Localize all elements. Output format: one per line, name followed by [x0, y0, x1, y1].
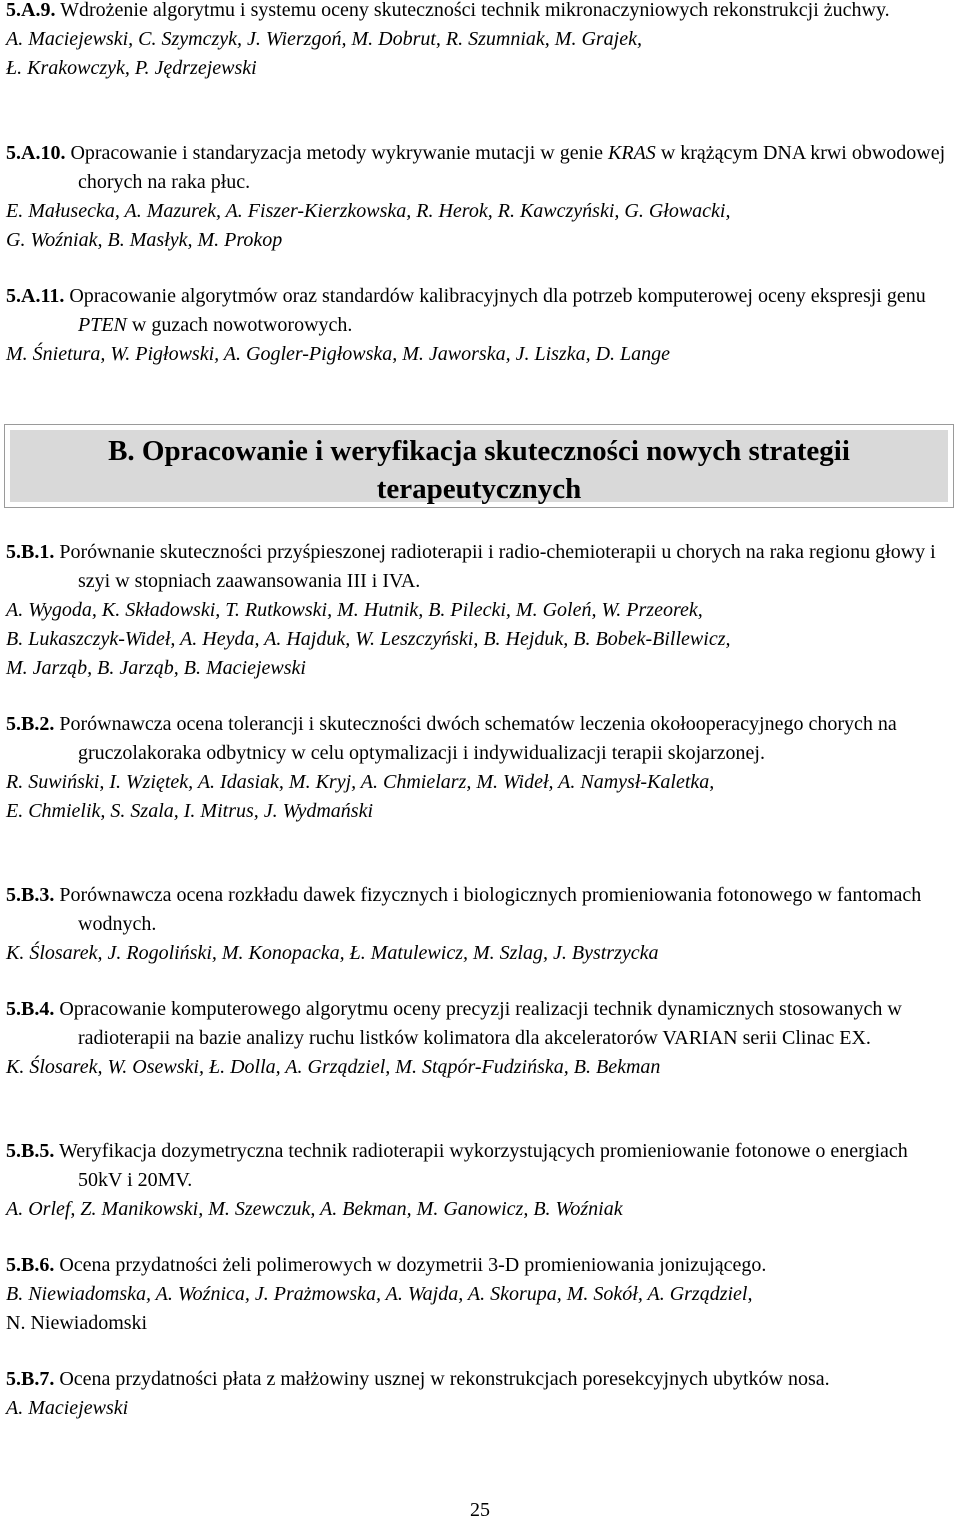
entry-authors: A. Wygoda, K. Składowski, T. Rutkowski, M. Hutnik, B. Pilecki, M. Goleń, W. Przeorek,: [6, 599, 703, 621]
entry-title-text: Ocena przydatności żeli polimerowych w dozymetrii 3-D promieniowania jonizującego.: [54, 1254, 767, 1276]
entry-title: [6, 0, 952, 25]
entry-title: [6, 995, 952, 1053]
entry-title: [6, 139, 952, 197]
entry-5b1: [6, 538, 952, 683]
entry-authors: A. Maciejewski, C. Szymczyk, J. Wierzgoń, M. Dobrut, R. Szumniak, M. Grajek,: [6, 28, 642, 50]
entry-authors: G. Woźniak, B. Masłyk, M. Prokop: [6, 229, 283, 251]
entry-authors: R. Suwiński, I. Wziętek, A. Idasiak, M. Kryj, A. Chmielarz, M. Wideł, A. Namysł-Kaletka,: [6, 771, 715, 793]
entry-5b7: [6, 1365, 952, 1423]
entry-number: 5.B.2.: [6, 713, 55, 735]
entry-title: [6, 1365, 952, 1394]
entry-authors: E. Chmielik, S. Szala, I. Mitrus, J. Wydmański: [6, 800, 374, 822]
entry-authors: A. Orlef, Z. Manikowski, M. Szewczuk, A. Bekman, M. Ganowicz, B. Woźniak: [6, 1198, 623, 1220]
entry-authors: E. Małusecka, A. Mazurek, A. Fiszer-Kierzkowska, R. Herok, R. Kawczyński, G. Głowacki,: [6, 200, 731, 222]
entry-title: [6, 282, 952, 340]
entry-title-text: Opracowanie komputerowego algorytmu oceny precyzji realizacji technik dynamicznych stosowanych w radioterapii na bazie analizy ruchu listków kolimatora dla akceleratorów VARIAN serii Clinac EX.: [54, 998, 902, 1049]
entry-title-text: Opracowanie i standaryzacja metody wykrywanie mutacji w genie: [65, 142, 609, 164]
entry-number: 5.B.1.: [6, 541, 55, 563]
entry-number: 5.B.7.: [6, 1368, 55, 1390]
entry-authors: B. Niewiadomska, A. Woźnica, J. Prażmowska, A. Wajda, A. Skorupa, M. Sokół, A. Grządziel,: [6, 1283, 753, 1305]
entry-authors: K. Ślosarek, J. Rogoliński, M. Konopacka, Ł. Matulewicz, M. Szlag, J. Bystrzycka: [6, 942, 659, 964]
entry-title: [6, 881, 952, 939]
entry-authors: M. Jarząb, B. Jarząb, B. Maciejewski: [6, 657, 306, 679]
entry-title-text: Weryfikacja dozymetryczna technik radioterapii wykorzystujących promieniowanie fotonowe o energiach 50kV i 20MV.: [54, 1140, 908, 1191]
entry-authors: Ł. Krakowczyk, P. Jędrzejewski: [6, 57, 257, 79]
entry-5a11: [6, 282, 952, 369]
entry-5b4: [6, 995, 952, 1082]
section-header: [10, 430, 948, 505]
entry-title-text: Ocena przydatności płata z małżowiny usznej w rekonstrukcjach poresekcyjnych ubytków nosa.: [54, 1368, 830, 1390]
entry-number: 5.A.11.: [6, 285, 65, 307]
entry-number: 5.B.6.: [6, 1254, 55, 1276]
page-number: 25: [470, 1499, 490, 1521]
entry-title: [6, 1251, 952, 1280]
entry-5b2: [6, 710, 952, 826]
entry-authors: N. Niewiadomski: [6, 1312, 148, 1334]
entry-authors: A. Maciejewski: [6, 1397, 129, 1419]
entry-authors: K. Ślosarek, W. Osewski, Ł. Dolla, A. Grządziel, M. Stąpór-Fudzińska, B. Bekman: [6, 1056, 661, 1078]
entry-title: [6, 1137, 952, 1195]
entry-number: 5.A.9.: [6, 0, 56, 21]
entry-authors: B. Lukaszczyk-Wideł, A. Heyda, A. Hajduk, W. Leszczyński, B. Hejduk, B. Bobek-Billewicz,: [6, 628, 731, 650]
entry-5b6: [6, 1251, 952, 1338]
entry-title-text: Porównawcza ocena tolerancji i skuteczności dwóch schematów leczenia okołooperacyjnego chorych na gruczolakoraka odbytnicy w celu optymalizacji i indywidualizacji terapii skojarzonej.: [54, 713, 897, 764]
entry-5a10: [6, 139, 952, 255]
section-header-box: [4, 424, 954, 508]
section-title-line1: B. Opracowanie i weryfikacja skuteczności nowych strategii: [108, 435, 850, 467]
entry-title-text: w guzach nowotworowych.: [126, 314, 353, 336]
entry-5b5: [6, 1137, 952, 1224]
entry-title: [6, 538, 952, 596]
entry-number: 5.B.3.: [6, 884, 55, 906]
entry-number: 5.A.10.: [6, 142, 66, 164]
entry-title-text: Porównanie skuteczności przyśpieszonej radioterapii i radio-chemioterapii u chorych na raka regionu głowy i szyi w stopniach zaawansowania III i IVA.: [54, 541, 936, 592]
gene-name: KRAS: [608, 142, 656, 164]
entry-5b3: [6, 881, 952, 968]
entry-title-text: w krążącym DNA krwi obwodowej chorych na raka płuc.: [78, 142, 946, 193]
entry-5a9: [6, 0, 952, 83]
entry-title-text: Opracowanie algorytmów oraz standardów kalibracyjnych dla potrzeb komputerowej oceny ekspresji genu: [64, 285, 926, 307]
gene-name: PTEN: [78, 314, 127, 336]
entry-title-text: Wdrożenie algorytmu i systemu oceny skuteczności technik mikronaczyniowych rekonstrukcji żuchwy.: [55, 0, 890, 21]
entry-title: [6, 710, 952, 768]
entry-authors: M. Śnietura, W. Pigłowski, A. Gogler-Pigłowska, M. Jaworska, J. Liszka, D. Lange: [6, 343, 671, 365]
entry-title-text: Porównawcza ocena rozkładu dawek fizycznych i biologicznych promieniowania fotonowego w fantomach wodnych.: [54, 884, 922, 935]
section-title-line2: terapeutycznych: [376, 473, 582, 505]
entry-number: 5.B.4.: [6, 998, 55, 1020]
entry-number: 5.B.5.: [6, 1140, 55, 1162]
